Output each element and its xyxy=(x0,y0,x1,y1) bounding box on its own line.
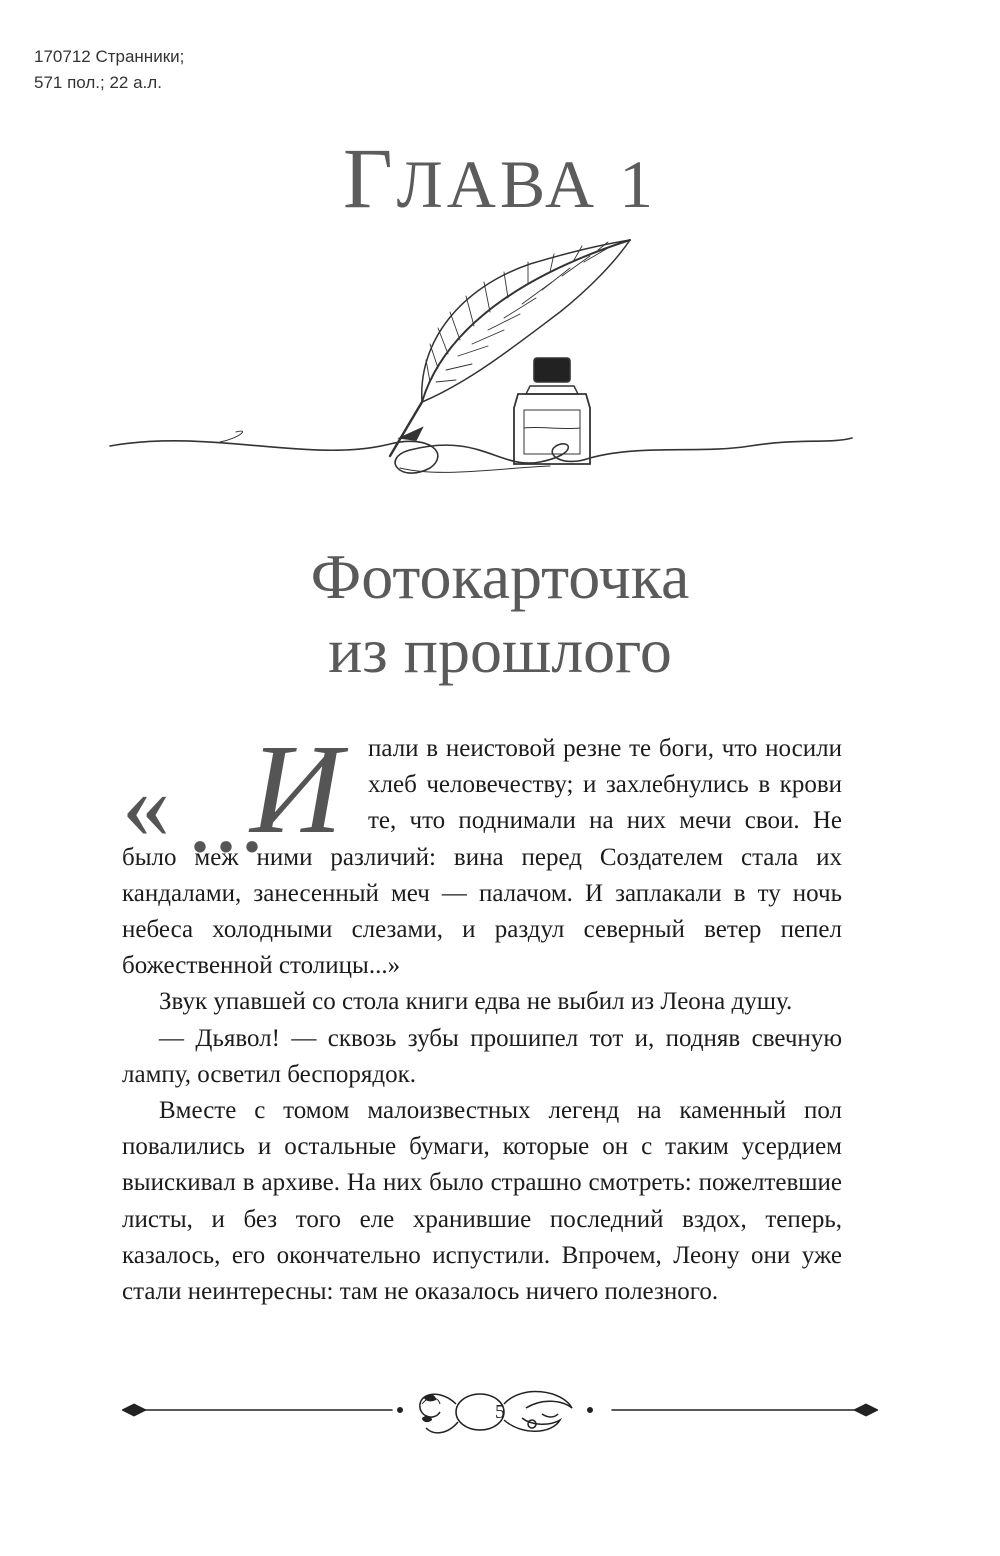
chapter-heading-rest: ЛАВА 1 xyxy=(396,146,658,222)
drop-cap-quote: « xyxy=(122,751,170,858)
quill-inkwell-ornament xyxy=(100,232,860,502)
section-title xyxy=(0,540,1000,688)
section-title-line-1: Фотокарточка xyxy=(310,541,690,612)
drop-cap-letter: И xyxy=(250,718,343,860)
print-metadata-line-1: 170712 Странники; xyxy=(34,47,185,66)
drop-cap xyxy=(122,718,358,872)
print-metadata xyxy=(34,44,184,96)
page-number: 5 xyxy=(495,1401,505,1423)
paragraph-1-text: пали в неистовой резне те боги, что носили хлеб человечеству; и захлебнулись в крови те, что поднимали на них мечи свои. Не было меж ними различий: вина перед Создателем стала их кандалами, занесенный меч — палачом. И заплакали в ту ночь небеса холодными слезами, и раздул северный ветер пепел божественной столицы...» xyxy=(122,735,842,980)
paragraph-4: Вместе с томом малоизвестных легенд на каменный пол повалились и остальные бумаги, которые он с таким усердием выискивал в архиве. На них было страшно смотреть: пожелтевшие листы, и без того еле хранившие последний вздох, теперь, казалось, его окончательно испустили. Впрочем, Леону они уже стали неинтересны: там не оказалось ничего полезного. xyxy=(122,1097,842,1306)
body-text xyxy=(122,718,842,1310)
section-title-line-2: из прошлого xyxy=(328,615,672,686)
paragraph-3: — Дьявол! — сквозь зубы прошипел тот и, подняв свечную лампу, осветил беспорядок. xyxy=(122,1024,842,1088)
print-metadata-line-2: 571 пол.; 22 а.л. xyxy=(34,73,162,92)
paragraph-2: Звук упавшей со стола книги едва не выбил из Леона душу. xyxy=(159,988,793,1016)
chapter-heading xyxy=(0,130,1000,232)
chapter-heading-initial: Г xyxy=(342,130,397,226)
drop-cap-ellipsis: ... xyxy=(188,765,266,872)
paragraph-1 xyxy=(122,718,842,984)
